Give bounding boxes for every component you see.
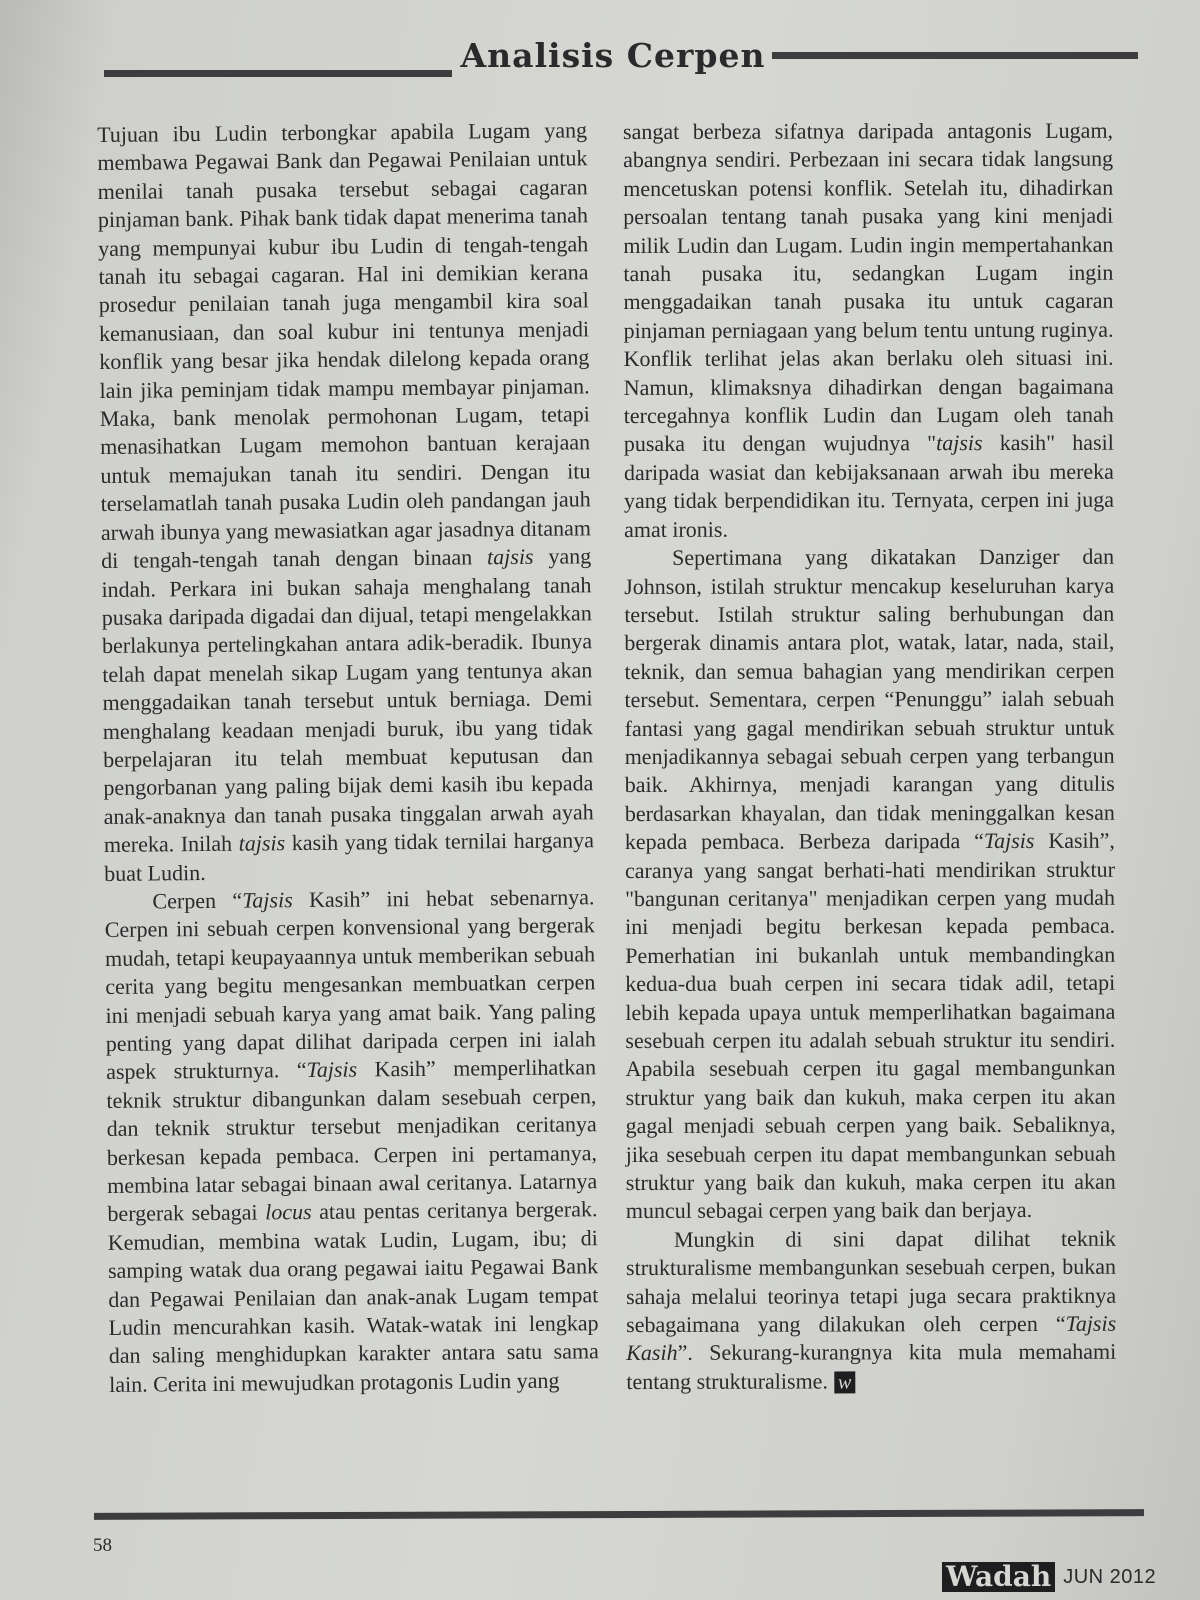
article-paragraph: [623, 117, 1114, 544]
article-paragraph: [97, 116, 594, 888]
text-segment: Kasih” ini hebat sebenarnya. Cerpen ini sebuah cerpen konvensional yang bergerak mudah, tetapi keupayaannya untuk memberikan sebuah cerita yang begitu mengesankan membuatkan cerpen ini menjadi sebuah karya yang amat baik. Yang paling penting yang dapat dilihat daripada cerpen ini ialah aspek strukturnya. “: [104, 884, 596, 1085]
italic-term: tajsis: [936, 430, 983, 456]
text-segment: yang indah. Perkara ini bukan sahaja menghalang tanah pusaka daripada digadai dan dijual, tetapi mengelakkan berlakunya pertelingkahan antara adik-beradik. Ibunya telah dapat menelah sikap Lugam yang tentunya akan menggadaikan tanah tersebut untuk berniaga. Demi menghalang keadaan menjadi buruk, ibu yang tidak berpelajaran itu telah membuat keputusan dan pengorbanan yang paling bijak demi kasih ibu kepada anak-anaknya dan tanah pusaka tinggalan arwah ayah mereka. Inilah: [101, 543, 594, 858]
italic-term: tajsis: [486, 543, 534, 570]
text-segment: kasih yang tidak ternilai harganya buat Ludin.: [104, 827, 595, 886]
italic-term: tajsis: [238, 830, 286, 856]
italic-term: Tajsis: [983, 828, 1035, 854]
italic-term: Tajsis: [242, 887, 293, 913]
text-segment: Sepertimana yang dikatakan Danziger dan Johnson, istilah struktur mencakup keseluruhan karya tersebut. Istilah struktur saling berhubungan dan bergerak dinamis antara plot, watak, latar, nada, stail, teknik, dan semua bahagian yang mendirikan cerpen tersebut. Sementara, cerpen “Penunggu” ialah sebuah fantasi yang gagal mendirikan sebuah struktur untuk menjadikannya sebagai sebuah cerpen yang terbangun baik. Akhirnya, menjadi karangan yang ditulis berdasarkan khayalan, dan tidak meninggalkan kesan kepada pembaca. Berbeza daripada “: [624, 543, 1115, 855]
left-column: [97, 116, 599, 1399]
italic-term: locus: [265, 1199, 312, 1225]
text-segment: atau pentas ceritanya bergerak. Kemudian, membina watak Ludin, Lugam, ibu; di samping watak dua orang pegawai iaitu Pegawai Bank dan Pegawai Penilaian dan anak-anak Lugam tempat Ludin mencurahkan kasih. Watak-watak ini lengkap dan saling menghidupkan karakter antara satu sama lain. Cerita ini mewujudkan protagonis Ludin yang: [107, 1196, 599, 1397]
magazine-brand: [942, 1562, 1156, 1592]
text-segment: ”. Sekurang-kurangnya kita mula memahami tentang strukturalisme.: [626, 1339, 1117, 1394]
article-paragraph: [624, 543, 1116, 1226]
text-segment: Tujuan ibu Ludin terbongkar apabila Lugam yang membawa Pegawai Bank dan Pegawai Penilaian untuk menilai tanah pusaka tersebut sebagai cagaran pinjaman bank. Pihak bank tidak dapat menerima tanah yang mempunyai kubur ibu Ludin di tengah-tengah tanah itu sebagai cagaran. Hal ini demikian kerana prosedur penilaian tanah juga mengambil kira soal kemanusiaan, dan soal kubur ini tentunya menjadi konflik yang besar jika hendak dilelong kepada orang lain jika peminjam tidak mampu membayar pinjaman. Maka, bank menolak permohonan Lugam, tetapi menasihatkan Lugam memohon bantuan kerajaan untuk memajukan tanah itu sendiri. Dengan itu terselamatlah tanah pusaka Ludin oleh pandangan jauh arwah ibunya yang mewasiatkan agar jasadnya ditanam di tengah-tengah tanah dengan binaan: [97, 117, 592, 574]
magazine-logo: Wadah: [942, 1562, 1055, 1592]
text-segment: sangat berbeza sifatnya daripada antagonis Lugam, abangnya sendiri. Perbezaan ini secara tidak langsung mencetuskan potensi konflik. Setelah itu, dihadirkan persoalan tentang tanah pusaka yang kini menjadi milik Ludin dan Lugam. Ludin ingin mempertahankan tanah pusaka itu, sedangkan Lugam ingin menggadaikan tanah pusaka itu untuk cagaran pinjaman perniagaan yang belum tentu untung ruginya. Konflik terlihat jelas akan berlaku oleh situasi ini. Namun, klimaksnya dihadirkan dengan bagaimana tercegahnya konflik Ludin dan Lugam oleh tanah pusaka itu dengan wujudnya ": [623, 117, 1114, 457]
end-of-article-mark: w: [834, 1371, 855, 1393]
article-paragraph: [104, 883, 599, 1399]
text-segment: Kasih”, caranya yang sangat berhati-hati mendirikan struktur "bangunan ceritanya" menjadikan cerpen yang mudah ini menjadi begitu berkesan kepada pembaca. Pemerhatian ini bukanlah untuk membandingkan kedua-dua buah cerpen ini secara tidak adil, tetapi lebih kepada upaya untuk memperlihatkan bagaimana sesebuah cerpen itu adalah sebuah struktur itu sendiri. Apabila sesebuah cerpen itu gagal membangunkan struktur yang baik dan kukuh, maka cerpen itu akan gagal menjadi sebuah cerpen yang baik. Sebaliknya, jika sesebuah cerpen itu dapat membangunkan sebuah struktur yang baik dan kukuh, maka cerpen itu akan muncul sebagai cerpen yang baik dan berjaya.: [624, 827, 1116, 1224]
article-paragraph: [626, 1225, 1116, 1397]
header-rule-left: [104, 70, 452, 77]
footer-rule: [94, 1509, 1144, 1520]
issue-date: JUN 2012: [1063, 1565, 1157, 1588]
section-header: [100, 34, 1145, 84]
text-segment: kasih" hasil daripada wasiat dan kebijaksanaan arwah ibu mereka yang tidak berpendidikan itu. Ternyata, cerpen ini juga amat ironis.: [623, 430, 1115, 542]
italic-term: Tajsis Kasih: [626, 1310, 1117, 1366]
section-title: Analisis Cerpen: [460, 36, 766, 75]
text-segment: Kasih” memperlihatkan teknik struktur dibangunkan dalam sesebuah cerpen, dan teknik struktur tersebut menjadikan ceritanya berkesan kepada pembaca. Cerpen ini pertamanya, membina latar sebagai binaan awal ceritanya. Latarnya bergerak sebagai: [106, 1054, 598, 1227]
italic-term: Tajsis: [306, 1056, 358, 1083]
header-rule-right: [772, 52, 1138, 59]
right-column: [623, 117, 1116, 1397]
text-segment: Mungkin di sini dapat dilihat teknik strukturalisme membangunkan sesebuah cerpen, bukan sahaja melalui teorinya tetapi juga secara praktiknya sebagaimana yang dilakukan oleh cerpen “: [625, 1225, 1117, 1338]
text-segment: Cerpen “: [152, 887, 243, 914]
page-number: 58: [93, 1535, 112, 1556]
